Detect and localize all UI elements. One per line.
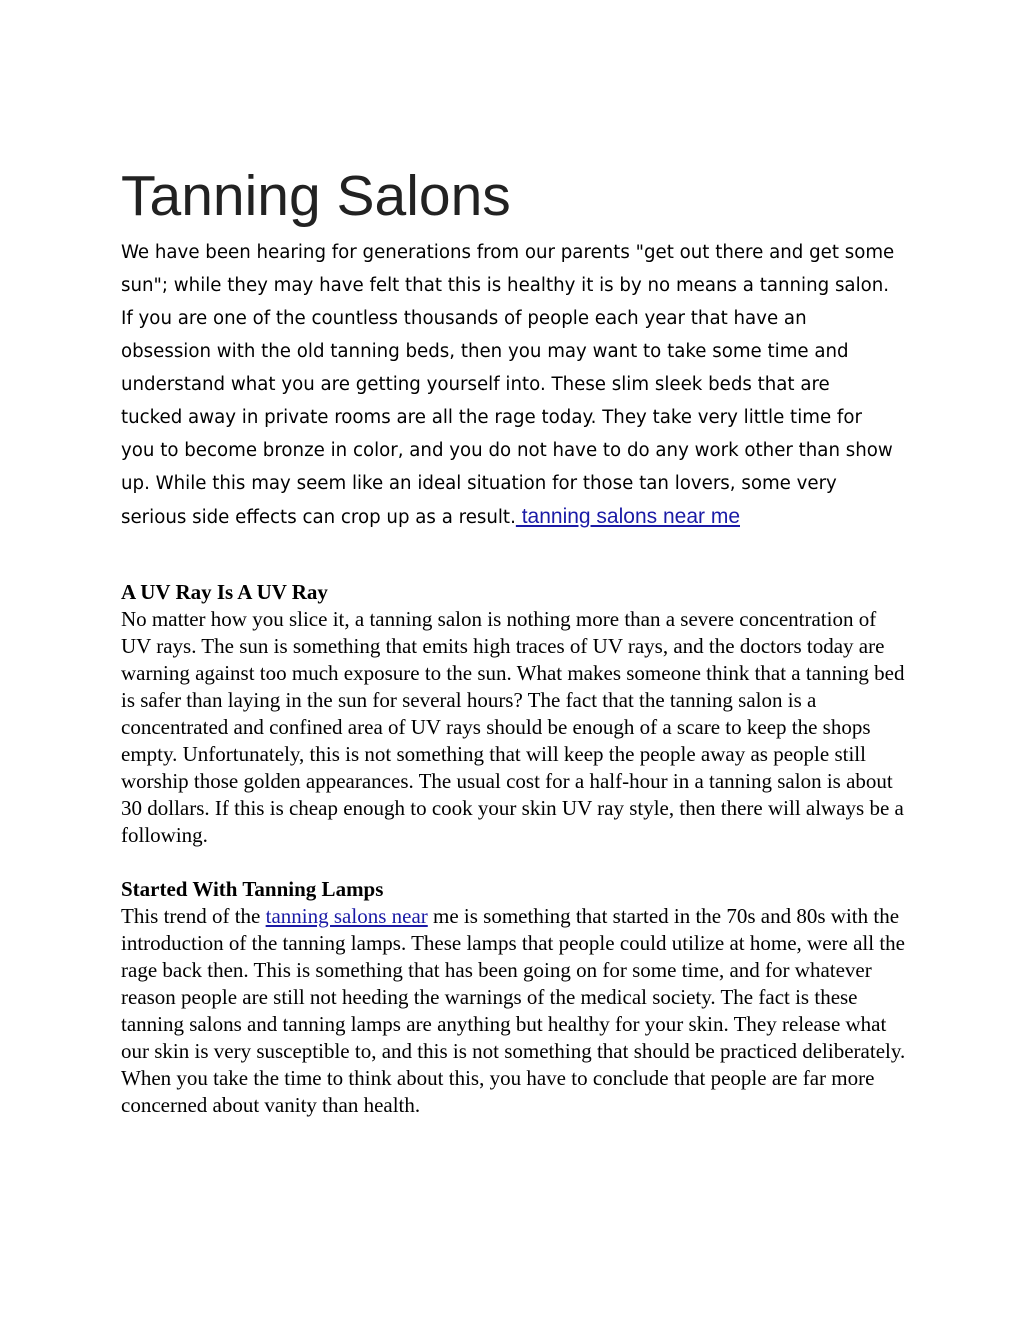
body-text-end: me is something that started in the 70s and 80s with the introduction of the tanning lamps. These lamps that people could utilize at home, were all the rage back then. This is something that has been going on for some time, and for whatever reason people are still not heeding the warnings of the medical society. The fact is these tanning salons and tanning lamps are anything but healthy for your skin. They release what our skin is very susceptible to, and this is not something that should be practiced deliberately. When you take the time to think about this, you have to conclude that people are far more concerned about vanity than health. [121, 904, 906, 1117]
section-uv-ray [121, 579, 911, 849]
section-tanning-lamps [121, 876, 911, 1119]
intro-paragraph [121, 236, 896, 534]
tanning-salons-near-link[interactable]: tanning salons near [265, 904, 428, 928]
intro-text: We have been hearing for generations from our parents "get out there and get some sun"; while they may have felt that this is healthy it is by no means a tanning salon. If you are one of the countless thousands of people each year that have an obsession with the old tanning beds, then you may want to take some time and understand what you are getting yourself into. These slim sleek beds that are tucked away in private rooms are all the rage today. They take very little time for you to become bronze in color, and you do not have to do any work other than show up. While this may seem like an ideal situation for those tan lovers, some very serious side effects can crop up as a result. [121, 242, 895, 528]
body-text-start: This trend of the [121, 904, 266, 928]
section-heading: A UV Ray Is A UV Ray [121, 580, 328, 604]
section-heading: Started With Tanning Lamps [121, 877, 384, 901]
tanning-salons-near-me-link[interactable]: tanning salons near me [515, 505, 740, 528]
page-title: Tanning Salons [121, 164, 511, 228]
section-body [121, 903, 911, 1119]
document-page [121, 160, 911, 1119]
section-body: No matter how you slice it, a tanning salon is nothing more than a severe concentration of UV rays. The sun is something that emits high traces of UV rays, and the doctors today are warning against too much exposure to the sun. What makes someone think that a tanning bed is safer than laying in the sun for several hours? The fact that the tanning salon is a concentrated and confined area of UV rays should be enough of a scare to keep the shops empty. Unfortunately, this is not something that will keep the people away as people still worship those golden appearances. The usual cost for a half-hour in a tanning salon is about 30 dollars. If this is cheap enough to cook your skin UV ray style, then there will always be a following. [121, 607, 905, 847]
